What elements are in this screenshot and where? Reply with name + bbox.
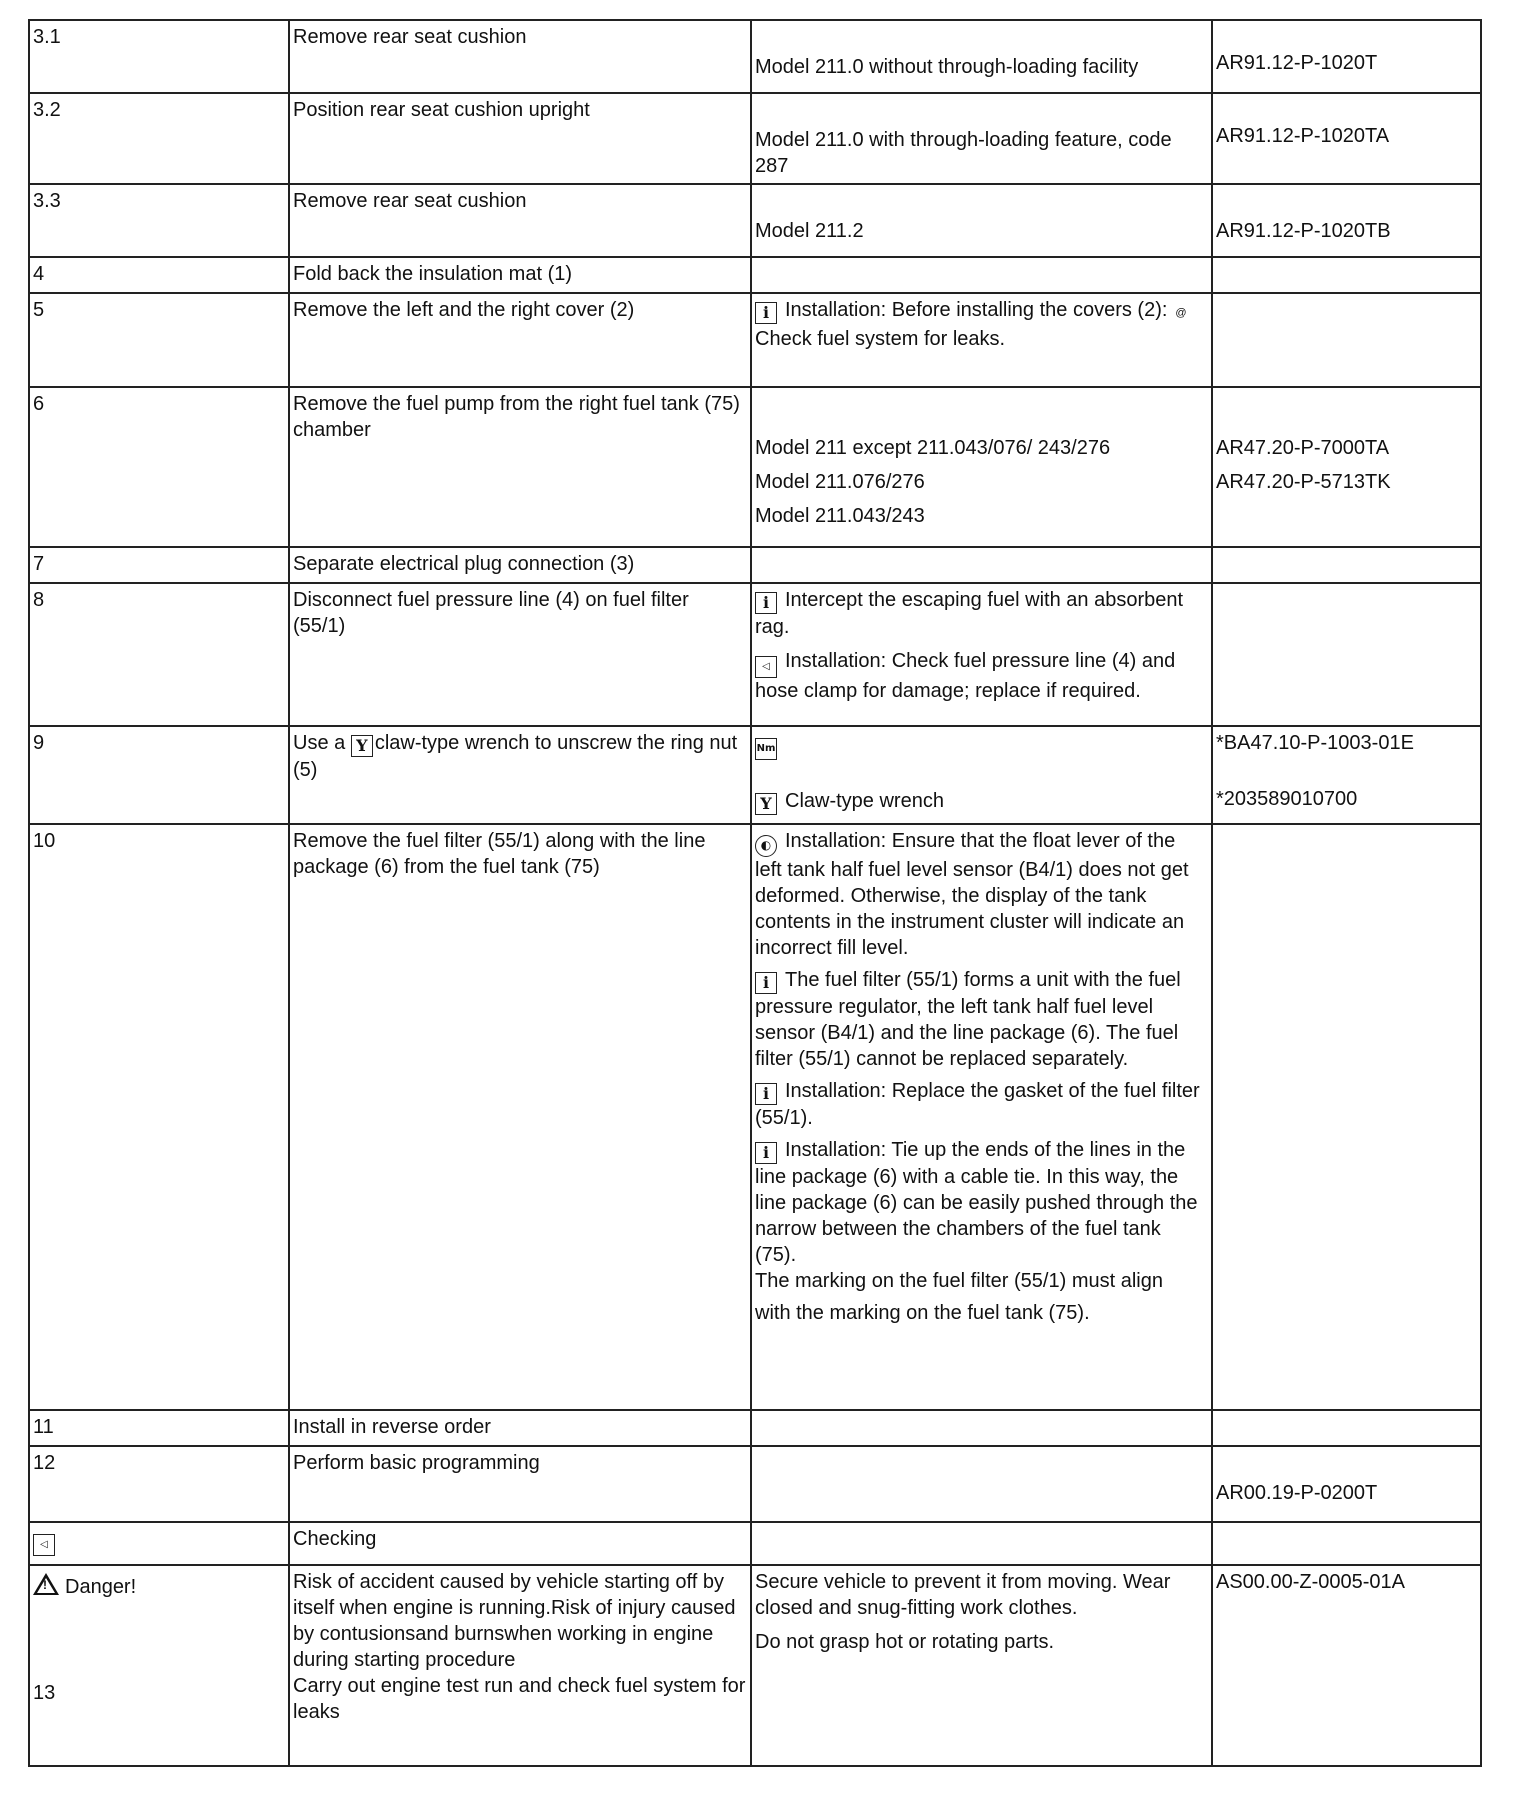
table-row bbox=[29, 20, 1481, 93]
step-reference bbox=[1212, 20, 1481, 93]
info-icon: i bbox=[755, 1142, 777, 1164]
step-action bbox=[289, 726, 751, 824]
step-number: 3.3 bbox=[29, 184, 289, 257]
model-note: Model 211.076/276 bbox=[755, 471, 925, 493]
table-row bbox=[29, 547, 1481, 583]
step-note bbox=[751, 547, 1212, 583]
safety-note: Do not grasp hot or rotating parts. bbox=[755, 1631, 1055, 1653]
step-reference bbox=[1212, 184, 1481, 257]
step-action-13: Carry out engine test run and check fuel system for leaks bbox=[293, 1675, 746, 1723]
step-reference bbox=[1212, 387, 1481, 547]
procedure-table bbox=[28, 19, 1482, 1767]
info-icon: i bbox=[755, 1083, 777, 1105]
table-row bbox=[29, 184, 1481, 257]
small-symbol-icon: @ bbox=[1175, 307, 1187, 319]
marking-note: The marking on the fuel filter (55/1) must align bbox=[755, 1270, 1163, 1292]
step-note bbox=[751, 184, 1212, 257]
step-reference bbox=[1212, 726, 1481, 824]
torque-icon: Nm bbox=[755, 738, 777, 760]
info-icon: i bbox=[755, 302, 777, 324]
step-number: 8 bbox=[29, 583, 289, 726]
model-note: Model 211.0 with through-loading feature, code 287 bbox=[755, 129, 1172, 177]
table-row bbox=[29, 293, 1481, 387]
step-note bbox=[751, 387, 1212, 547]
model-note: Model 211 except 211.043/076/ 243/276 bbox=[755, 437, 1111, 459]
step-action: Remove the fuel pump from the right fuel tank (75) chamber bbox=[289, 387, 751, 547]
installation-note: Installation: Replace the gasket of the fuel filter (55/1). bbox=[755, 1080, 1200, 1129]
wrench-icon: Y bbox=[351, 735, 373, 757]
table-row bbox=[29, 583, 1481, 726]
step-reference bbox=[1212, 257, 1481, 293]
step-reference bbox=[1212, 1410, 1481, 1446]
reference-link[interactable]: *BA47.10-P-1003-01E bbox=[1216, 732, 1414, 754]
table-row bbox=[29, 1410, 1481, 1446]
reference-link[interactable]: AS00.00-Z-0005-01A bbox=[1216, 1571, 1406, 1593]
step-number: 11 bbox=[29, 1410, 289, 1446]
step-action: Checking bbox=[289, 1522, 751, 1565]
reference-link[interactable]: AR47.20-P-5713TK bbox=[1216, 471, 1391, 493]
step-action: Remove rear seat cushion bbox=[289, 184, 751, 257]
reference-link[interactable]: AR47.20-P-7000TA bbox=[1216, 437, 1390, 459]
info-note: Intercept the escaping fuel with an absorbent rag. bbox=[755, 589, 1184, 638]
step-number: 10 bbox=[29, 824, 289, 1410]
danger-label: Danger! bbox=[65, 1576, 137, 1598]
step-action: Install in reverse order bbox=[289, 1410, 751, 1446]
step-note bbox=[751, 824, 1212, 1410]
reference-link[interactable]: AR91.12-P-1020TA bbox=[1216, 125, 1390, 147]
installation-note: Installation: Tie up the ends of the lines in the line package (6) with a cable tie. In this way, the line package (6) can be easily pushed through the narrow between the chambers of the fuel tank (75). bbox=[755, 1139, 1198, 1266]
info-icon: i bbox=[755, 592, 777, 614]
step-number: 3.2 bbox=[29, 93, 289, 184]
tool-name: Claw-type wrench bbox=[785, 790, 944, 812]
table-row bbox=[29, 824, 1481, 1410]
model-note: Model 211.043/243 bbox=[755, 505, 925, 527]
step-number-13: 13 bbox=[33, 1682, 56, 1704]
step-reference bbox=[1212, 547, 1481, 583]
step-reference bbox=[1212, 1522, 1481, 1565]
info-icon: i bbox=[755, 972, 777, 994]
check-note: Check fuel system for leaks. bbox=[755, 328, 1006, 350]
marking-note: with the marking on the fuel tank (75). bbox=[755, 1302, 1090, 1324]
step-note bbox=[751, 20, 1212, 93]
step-number: 9 bbox=[29, 726, 289, 824]
step-note bbox=[751, 1446, 1212, 1522]
model-note: Model 211.2 bbox=[755, 220, 864, 242]
table-row bbox=[29, 726, 1481, 824]
step-action: Remove the fuel filter (55/1) along with the line package (6) from the fuel tank (75) bbox=[289, 824, 751, 1410]
installation-note: Installation: Ensure that the float lever of the left tank half fuel level sensor (B4/1) does not get deformed. Otherwise, the display of the tank contents in the instrument cluster will indicate an incorrect fill level. bbox=[755, 830, 1189, 959]
reference-link[interactable]: AR00.19-P-0200T bbox=[1216, 1482, 1378, 1504]
step-note bbox=[751, 93, 1212, 184]
step-action-text: claw-type wrench to unscrew the ring nut (5) bbox=[293, 732, 738, 781]
step-action: Fold back the insulation mat (1) bbox=[289, 257, 751, 293]
step-action: Disconnect fuel pressure line (4) on fuel filter (55/1) bbox=[289, 583, 751, 726]
reference-link[interactable]: AR91.12-P-1020TB bbox=[1216, 220, 1391, 242]
table-row bbox=[29, 1446, 1481, 1522]
step-note bbox=[751, 1565, 1212, 1766]
step-note bbox=[751, 293, 1212, 387]
info-note: The fuel filter (55/1) forms a unit with the fuel pressure regulator, the left tank half fuel level sensor (B4/1) and the line package (6). The fuel filter (55/1) cannot be replaced separately. bbox=[755, 969, 1181, 1070]
step-reference bbox=[1212, 1446, 1481, 1522]
table-row bbox=[29, 387, 1481, 547]
step-number: 4 bbox=[29, 257, 289, 293]
model-note: Model 211.0 without through-loading facility bbox=[755, 56, 1139, 78]
step-reference bbox=[1212, 583, 1481, 726]
step-number bbox=[29, 1522, 289, 1565]
check-icon: ◁ bbox=[755, 656, 777, 678]
wrench-icon: Y bbox=[755, 793, 777, 815]
table-row bbox=[29, 1522, 1481, 1565]
step-number bbox=[29, 1565, 289, 1766]
step-reference bbox=[1212, 1565, 1481, 1766]
step-action-text: Use a bbox=[293, 732, 346, 754]
step-action: Remove the left and the right cover (2) bbox=[289, 293, 751, 387]
step-note bbox=[751, 726, 1212, 824]
step-note bbox=[751, 257, 1212, 293]
step-action: Position rear seat cushion upright bbox=[289, 93, 751, 184]
reference-link[interactable]: *203589010700 bbox=[1216, 788, 1358, 810]
step-note bbox=[751, 1410, 1212, 1446]
installation-note: Installation: Check fuel pressure line (4) and hose clamp for damage; replace if required. bbox=[755, 650, 1176, 702]
step-number: 3.1 bbox=[29, 20, 289, 93]
reference-link[interactable]: AR91.12-P-1020T bbox=[1216, 52, 1378, 74]
installation-note: Installation: Before installing the covers (2): bbox=[785, 299, 1168, 321]
table-row bbox=[29, 93, 1481, 184]
step-action: Remove rear seat cushion bbox=[289, 20, 751, 93]
table-row bbox=[29, 1565, 1481, 1766]
step-number: 7 bbox=[29, 547, 289, 583]
step-reference bbox=[1212, 293, 1481, 387]
step-number: 12 bbox=[29, 1446, 289, 1522]
check-icon: ◁ bbox=[33, 1534, 55, 1556]
step-number: 6 bbox=[29, 387, 289, 547]
table-row bbox=[29, 257, 1481, 293]
step-note bbox=[751, 583, 1212, 726]
step-action bbox=[289, 1565, 751, 1766]
safety-note: Secure vehicle to prevent it from moving. Wear closed and snug-fitting work clothes. bbox=[755, 1571, 1171, 1619]
warning-triangle-icon bbox=[33, 1573, 59, 1595]
step-number: 5 bbox=[29, 293, 289, 387]
risk-text: Risk of accident caused by vehicle starting off by itself when engine is running.Risk of injury caused by contusionsand burnswhen working in engine during starting procedure bbox=[293, 1571, 736, 1671]
bulb-icon: ◐ bbox=[755, 835, 777, 857]
step-reference bbox=[1212, 93, 1481, 184]
step-action: Perform basic programming bbox=[289, 1446, 751, 1522]
step-action: Separate electrical plug connection (3) bbox=[289, 547, 751, 583]
step-reference bbox=[1212, 824, 1481, 1410]
step-note bbox=[751, 1522, 1212, 1565]
